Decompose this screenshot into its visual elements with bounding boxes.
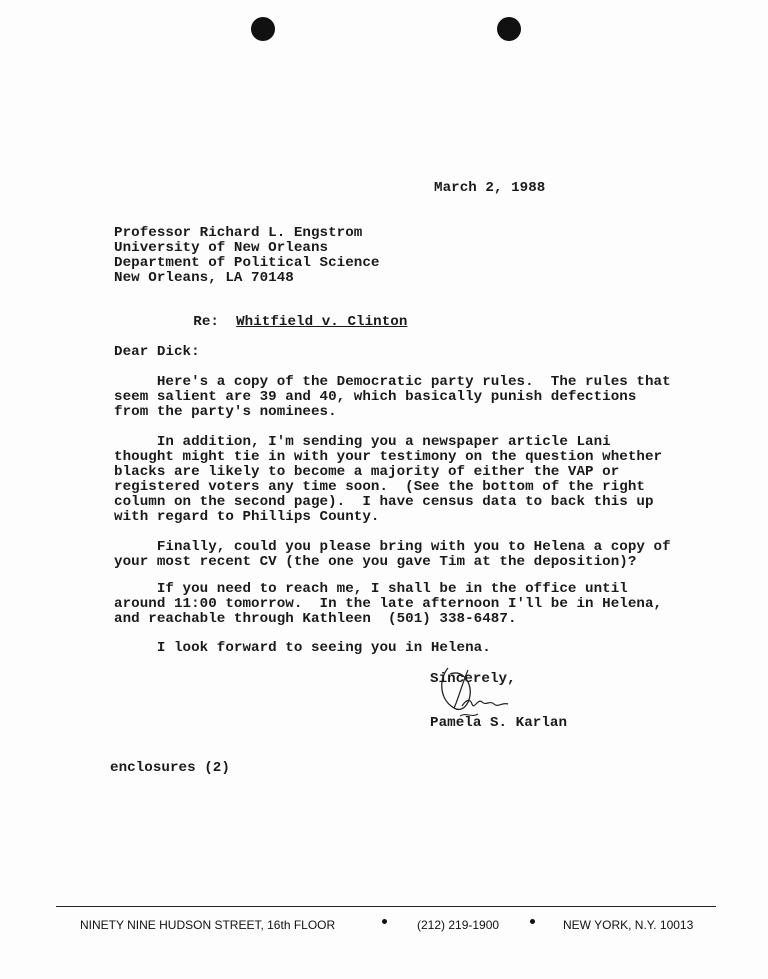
salutation: Dear Dick:	[114, 344, 200, 360]
body-line: column on the second page). I have census data to back this up	[114, 494, 654, 510]
body-line: thought might tie in with your testimony on the question whether	[114, 449, 663, 465]
punch-hole-left	[251, 17, 275, 41]
closing: Sincerely,	[430, 671, 516, 687]
footer-city: NEW YORK, N.Y. 10013	[563, 918, 694, 932]
body-line: I look forward to seeing you in Helena.	[114, 640, 491, 656]
body-line: In addition, I'm sending you a newspaper article Lani	[114, 434, 611, 450]
re-case: Whitfield v. Clinton	[236, 314, 408, 330]
letter-date: March 2, 1988	[434, 180, 546, 196]
body-line: seem salient are 39 and 40, which basically punish defections	[114, 389, 637, 405]
body-line: Finally, could you please bring with you to Helena a copy of	[114, 539, 671, 555]
recipient-address	[114, 226, 379, 286]
body-paragraph-5	[114, 641, 491, 656]
body-line: registered voters any time soon. (See the bottom of the right	[114, 479, 645, 495]
body-line: your most recent CV (the one you gave Tim at the deposition)?	[114, 554, 637, 570]
footer-address: NINETY NINE HUDSON STREET, 16th FLOOR	[80, 918, 336, 932]
footer-phone: (212) 219-1900	[417, 918, 500, 932]
footer-rule	[56, 906, 716, 907]
body-line: blacks are likely to become a majority of either the VAP or	[114, 464, 620, 480]
body-paragraph-3	[114, 540, 671, 570]
signer-name: Pamela S. Karlan	[430, 715, 568, 731]
body-line: and reachable through Kathleen (501) 338-6487.	[114, 611, 517, 627]
body-line: around 11:00 tomorrow. In the late afternoon I'll be in Helena,	[114, 596, 663, 612]
footer-separator-2	[530, 919, 535, 924]
enclosures: enclosures (2)	[110, 760, 230, 776]
punch-hole-right	[497, 17, 521, 41]
body-line: Here's a copy of the Democratic party rules. The rules that	[114, 374, 671, 390]
recipient-line: Professor Richard L. Engstrom	[114, 225, 363, 241]
body-paragraph-1	[114, 375, 671, 420]
body-paragraph-4	[114, 582, 662, 627]
subject-line	[159, 300, 407, 345]
footer-separator-1	[382, 919, 387, 924]
recipient-line: New Orleans, LA 70148	[114, 270, 294, 286]
body-line: If you need to reach me, I shall be in the office until	[114, 581, 628, 597]
re-label: Re:	[193, 314, 219, 330]
body-line: with regard to Phillips County.	[114, 509, 380, 525]
body-paragraph-2	[114, 435, 662, 525]
body-line: from the party's nominees.	[114, 404, 337, 420]
recipient-line: University of New Orleans	[114, 240, 329, 256]
recipient-line: Department of Political Science	[114, 255, 380, 271]
